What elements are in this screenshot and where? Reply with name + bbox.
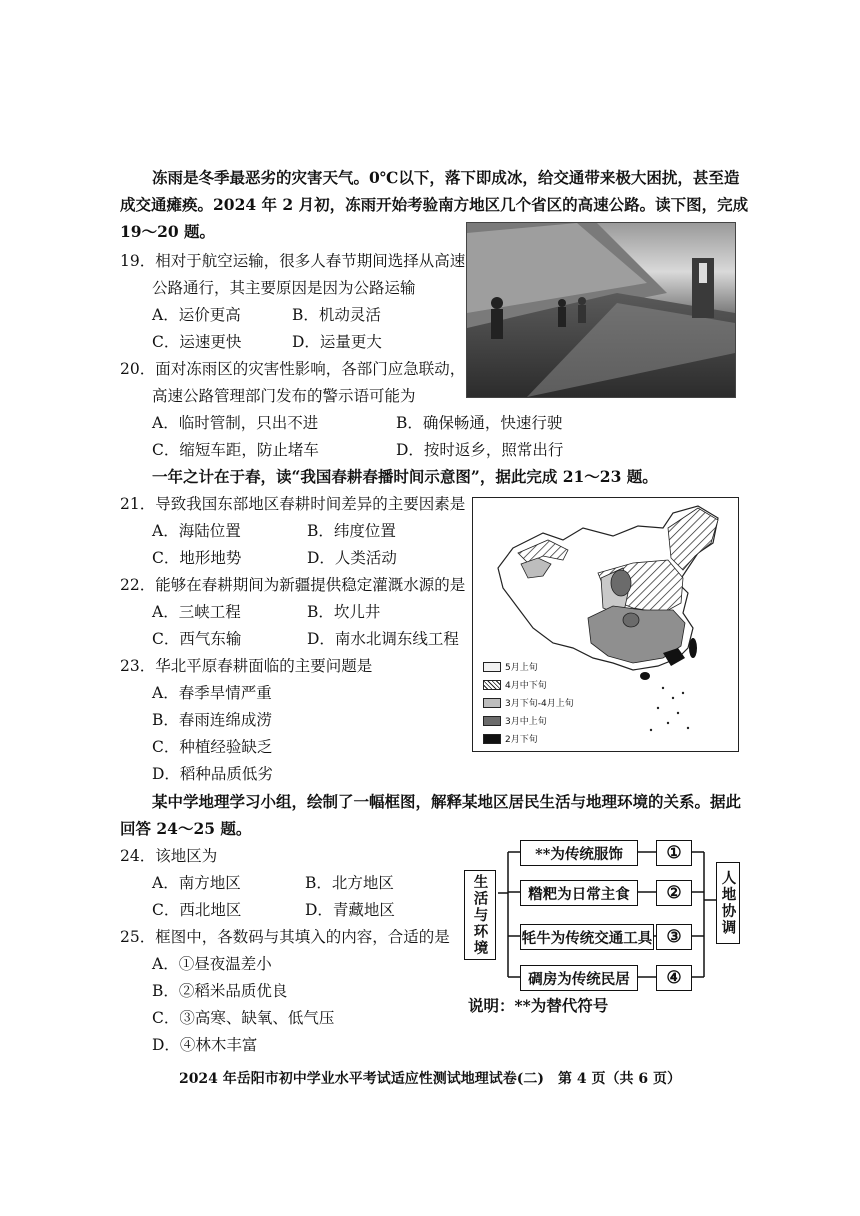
q25-option-b[interactable]: B．②稻米品质优良 <box>152 982 288 1000</box>
q25-stem: 25．框图中，各数码与其填入的内容，合适的是 <box>120 928 450 946</box>
q19-stem-1: 19．相对于航空运输，很多人春节期间选择从高速 <box>120 252 466 270</box>
q22-option-c[interactable]: C．西气东输 <box>152 630 242 648</box>
q21-option-b[interactable]: B．纬度位置 <box>307 522 396 540</box>
intro-line-3: 19～20 题。 <box>120 222 216 241</box>
q21-stem: 21．导致我国东部地区春耕时间差异的主要因素是 <box>120 495 466 513</box>
q20-option-d[interactable]: D．按时返乡，照常出行 <box>396 441 564 459</box>
q22-option-d[interactable]: D．南水北调东线工程 <box>307 630 459 648</box>
legend-swatch <box>483 662 501 672</box>
q20-stem-1: 20．面对冻雨区的灾害性影响，各部门应急联动， <box>120 360 466 378</box>
freezing-rain-road-photo <box>466 222 736 398</box>
q19-option-c[interactable]: C．运速更快 <box>152 333 242 351</box>
intro-3-line-1: 某中学地理学习小组，绘制了一幅框图，解释某地区居民生活与地理环境的关系。据此 <box>152 792 742 811</box>
legend-swatch <box>483 698 501 708</box>
q21-option-c[interactable]: C．地形地势 <box>152 549 242 567</box>
intro-line-2: 成交通瘫痪。2024 年 2 月初，冻雨开始考验南方地区几个省区的高速公路。读下图，完成 <box>120 195 749 214</box>
q20-stem-2: 高速公路管理部门发布的警示语可能为 <box>152 387 416 405</box>
legend-item-3 <box>483 696 574 709</box>
q22-stem: 22．能够在春耕期间为新疆提供稳定灌溉水源的是 <box>120 576 466 594</box>
q20-option-b[interactable]: B．确保畅通，快速行驶 <box>396 414 563 432</box>
legend-item-2 <box>483 678 547 691</box>
q22-option-b[interactable]: B．坎儿井 <box>307 603 381 621</box>
diagram-row-4: 碉房为传统民居 <box>520 965 638 991</box>
q21-option-d[interactable]: D．人类活动 <box>307 549 397 567</box>
q24-stem: 24．该地区为 <box>120 847 218 865</box>
intro-2: 一年之计在于春，读“我国春耕春播时间示意图”，据此完成 21～23 题。 <box>152 467 658 486</box>
q23-option-b[interactable]: B．春雨连绵成涝 <box>152 711 272 729</box>
legend-item-5 <box>483 732 538 745</box>
legend-item-1 <box>483 660 538 673</box>
diagram-num-3: ③ <box>656 924 692 950</box>
q25-option-a[interactable]: A．①昼夜温差小 <box>152 955 272 973</box>
legend-label: 3月中上旬 <box>505 717 547 727</box>
q21-option-a[interactable]: A．海陆位置 <box>152 522 241 540</box>
q19-option-a[interactable]: A．运价更高 <box>152 306 241 324</box>
q19-stem-2: 公路通行，其主要原因是因为公路运输 <box>152 279 416 297</box>
diagram-num-4: ④ <box>656 965 692 991</box>
q20-option-c[interactable]: C．缩短车距，防止堵车 <box>152 441 319 459</box>
q23-option-d[interactable]: D．稻种品质低劣 <box>152 765 273 783</box>
q24-option-a[interactable]: A．南方地区 <box>152 874 241 892</box>
q25-option-d[interactable]: D．④林木丰富 <box>152 1036 258 1054</box>
legend-label: 4月中下旬 <box>505 681 547 691</box>
diagram-row-2: 糌粑为日常主食 <box>520 880 638 906</box>
page-footer: 2024 年岳阳市初中学业水平考试适应性测试地理试卷(二) 第 4 页（共 6 页） <box>178 1071 682 1087</box>
q23-option-c[interactable]: C．种植经验缺乏 <box>152 738 273 756</box>
legend-label: 3月下旬-4月上旬 <box>505 699 574 709</box>
legend-swatch <box>483 734 501 744</box>
diagram-note: 说明：**为替代符号 <box>468 996 609 1015</box>
q25-option-c[interactable]: C．③高寒、缺氧、低气压 <box>152 1009 335 1027</box>
legend-swatch <box>483 716 501 726</box>
q22-option-a[interactable]: A．三峡工程 <box>152 603 241 621</box>
diagram-num-1: ① <box>656 840 692 866</box>
legend-item-4 <box>483 714 547 727</box>
human-land-harmony-box: 人地协调 <box>716 862 740 944</box>
q24-option-c[interactable]: C．西北地区 <box>152 901 242 919</box>
spring-sowing-map <box>472 497 739 752</box>
diagram-row-1: **为传统服饰 <box>520 840 638 866</box>
life-environment-box: 生活与环境 <box>464 870 496 960</box>
legend-label: 5月上旬 <box>505 663 538 673</box>
q20-option-a[interactable]: A．临时管制，只出不进 <box>152 414 319 432</box>
q19-option-d[interactable]: D．运量更大 <box>292 333 382 351</box>
q24-option-d[interactable]: D．青藏地区 <box>305 901 395 919</box>
intro-3-line-2: 回答 24～25 题。 <box>120 819 252 838</box>
legend-label: 2月下旬 <box>505 735 538 745</box>
q19-option-b[interactable]: B．机动灵活 <box>292 306 381 324</box>
q23-option-a[interactable]: A．春季旱情严重 <box>152 684 272 702</box>
legend-swatch <box>483 680 501 690</box>
q23-stem: 23．华北平原春耕面临的主要问题是 <box>120 657 373 675</box>
intro-line-1: 冻雨是冬季最恶劣的灾害天气。0℃以下，落下即成冰，给交通带来极大困扰，甚至造 <box>152 168 740 187</box>
q24-option-b[interactable]: B．北方地区 <box>305 874 394 892</box>
life-environment-diagram <box>462 838 742 988</box>
diagram-row-3: 牦牛为传统交通工具 <box>520 924 654 950</box>
diagram-num-2: ② <box>656 880 692 906</box>
